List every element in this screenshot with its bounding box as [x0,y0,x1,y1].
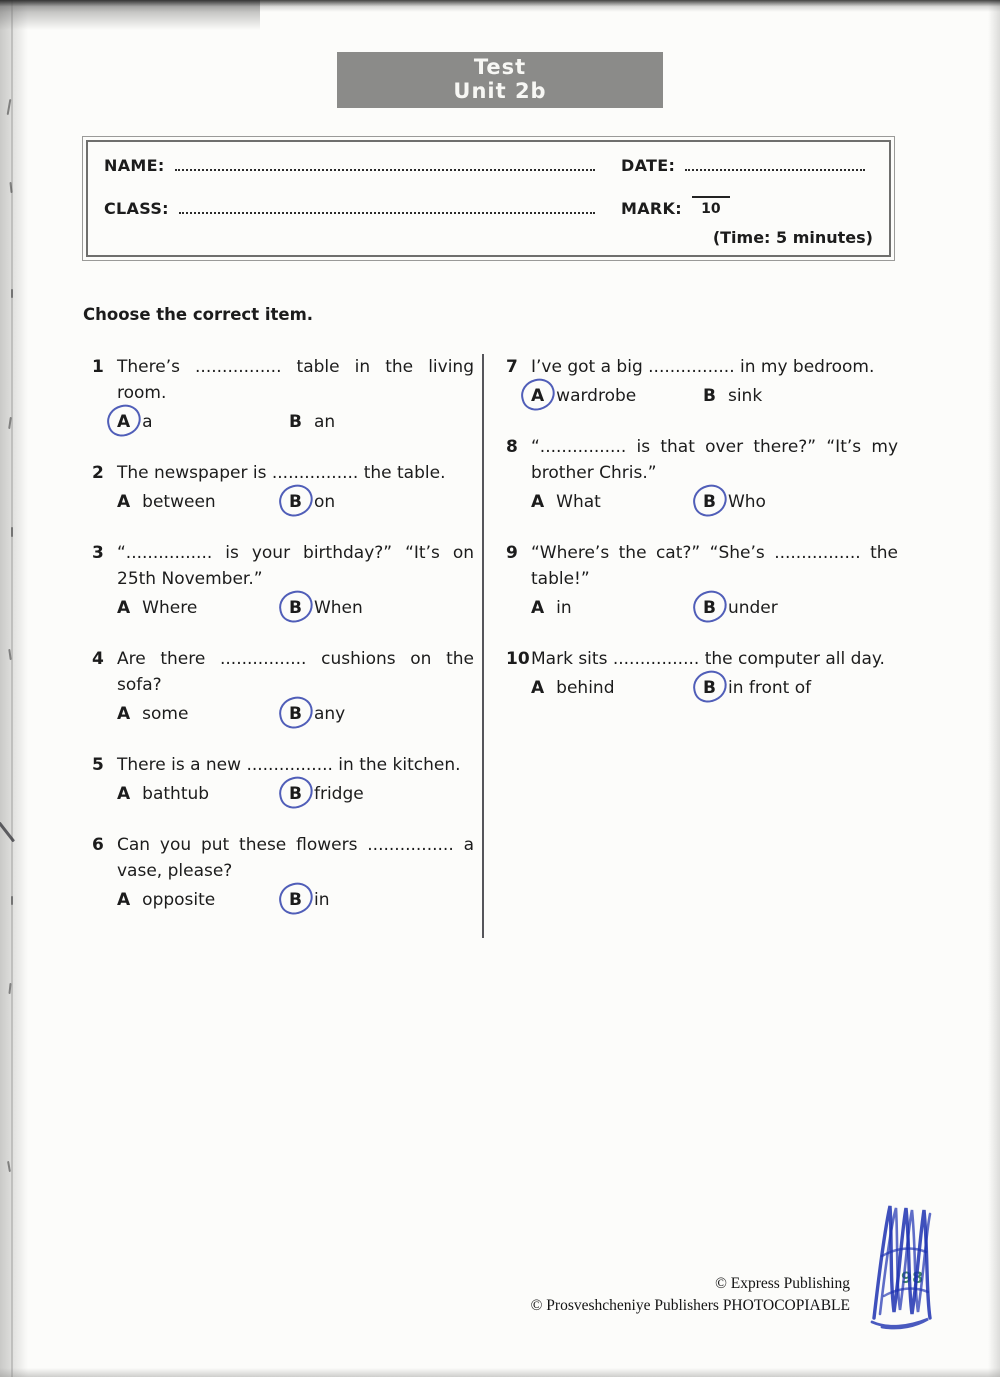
student-info-inner [86,140,891,257]
mark-fraction [692,185,730,218]
question-number: 10 [506,649,530,669]
option-letter: B [289,412,302,432]
option-text: in front of [727,678,812,698]
option-text: between [142,492,216,512]
question-item [506,540,898,621]
question-item [92,832,474,913]
test-title: Test [473,55,527,79]
question-text: There’s ................ table in the living room. [117,357,474,403]
option-letter: A [117,598,131,618]
question-text: Are there ................ cushions on the sofa? [117,649,474,695]
question-number: 5 [92,755,104,775]
option-a [531,595,703,621]
option-letter: A [531,492,545,512]
option-text: in [556,598,572,618]
class-fill-line [179,212,595,214]
option-letter: A [117,704,131,724]
question-number: 4 [92,649,104,669]
option-b [289,887,329,913]
column-divider [482,354,484,938]
class-label: CLASS: [104,199,169,218]
option-b [703,675,811,701]
scan-edge-top [0,0,1000,12]
option-letter: B [703,492,716,512]
questions-column-left [92,354,474,938]
question-item [92,354,474,435]
question-item [506,354,898,409]
option-text: Who [727,492,766,512]
option-letter: B [289,492,302,512]
option-a [531,489,703,515]
option-letter: A [531,678,545,698]
scan-edge-right [988,0,1000,1377]
question-item [92,646,474,727]
date-fill-line [685,169,865,171]
mark-total: 10 [701,201,721,217]
option-b [289,409,335,435]
option-b [703,489,766,515]
option-letter: B [703,598,716,618]
question-text: “Where’s the cat?” “She’s ................ the table!” [531,543,898,589]
page-number: 98 [901,1268,924,1287]
question-item [506,646,898,701]
question-item [506,434,898,515]
question-text: “................ is your birthday?” “It’s on 25th November.” [117,543,474,589]
option-text: on [313,492,336,512]
name-fill-line [175,169,595,171]
question-item [92,460,474,515]
option-text: any [313,704,346,724]
copyright-line-2: © Prosveshcheniye Publishers PHOTOCOPIABLE [530,1297,850,1314]
question-number: 9 [506,543,518,563]
option-text: some [142,704,189,724]
question-text: “................ is that over there?” “It’s my brother Chris.” [531,437,898,483]
scan-mark [11,527,13,537]
question-item [92,752,474,807]
question-number: 2 [92,463,104,483]
name-label: NAME: [104,156,165,175]
option-letter: B [289,890,302,910]
option-text: Where [142,598,198,618]
option-text: When [313,598,363,618]
test-title-box [337,52,663,108]
question-number: 8 [506,437,518,457]
option-letter: B [703,678,716,698]
option-letter: A [117,784,131,804]
copyright-line-1: © Express Publishing [715,1275,850,1292]
option-letter: A [117,890,131,910]
option-b [289,701,345,727]
scan-edge-left [0,0,28,1377]
scan-mark [11,289,13,298]
option-letter: A [531,598,545,618]
question-item [92,540,474,621]
option-b [289,595,363,621]
option-a [531,675,703,701]
option-a [117,595,289,621]
option-text: an [313,412,336,432]
option-text: behind [556,678,615,698]
option-a [117,887,289,913]
option-b [703,595,778,621]
question-number: 7 [506,357,518,377]
option-letter: A [117,412,131,432]
option-text: fridge [313,784,364,804]
questions-column-right [506,354,898,938]
instructions: Choose the correct item. [83,305,314,324]
option-text: a [142,412,153,432]
question-number: 1 [92,357,104,377]
option-letter: A [531,386,545,406]
test-unit: Unit 2b [453,79,547,103]
question-text: Mark sits ................ the computer all day. [531,649,885,669]
question-text: There is a new ................ in the kitchen. [117,755,461,775]
option-b [289,781,364,807]
option-text: sink [727,386,763,406]
date-label: DATE: [621,156,676,175]
option-letter: B [289,704,302,724]
option-a [117,409,289,435]
scan-edge-bottom [0,1368,1000,1377]
option-b [703,383,762,409]
question-number: 6 [92,835,104,855]
option-a [117,701,289,727]
option-text: bathtub [142,784,210,804]
option-letter: A [117,492,131,512]
time-note: (Time: 5 minutes) [712,228,873,247]
question-number: 3 [92,543,104,563]
option-text: What [556,492,601,512]
option-letter: B [703,386,716,406]
mark-label: MARK: [621,199,682,218]
option-a [117,489,289,515]
option-b [289,489,335,515]
copyright-footer [531,1273,850,1317]
scan-page-fold-line [11,0,13,1377]
option-text: under [727,598,778,618]
scan-mark [11,896,13,905]
mark-blank-line [692,196,730,198]
option-a [531,383,703,409]
option-text: wardrobe [556,386,637,406]
student-info-box [82,136,895,261]
pen-scribble [864,1196,948,1332]
option-text: opposite [142,890,216,910]
questions-area [92,354,898,938]
option-letter: B [289,598,302,618]
option-a [117,781,289,807]
question-text: Can you put these flowers ................ a vase, please? [117,835,474,881]
question-text: The newspaper is ................ the table. [117,463,446,483]
option-letter: B [289,784,302,804]
question-text: I’ve got a big ................ in my bedroom. [531,357,875,377]
option-text: in [313,890,330,910]
